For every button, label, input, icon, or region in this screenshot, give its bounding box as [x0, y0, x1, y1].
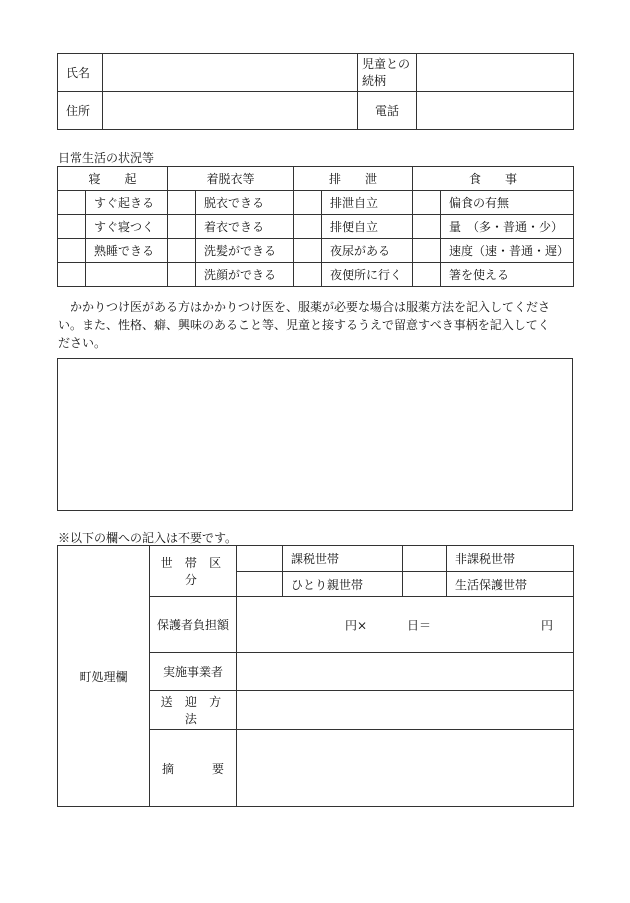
- item-meal: 偏食の有無: [441, 191, 574, 215]
- phone-label: 電話: [358, 92, 417, 130]
- checkbox-cell[interactable]: [168, 215, 196, 239]
- checkbox-cell[interactable]: [403, 572, 447, 597]
- checkbox-cell[interactable]: [294, 215, 322, 239]
- item-dress: 脱衣できる: [196, 191, 294, 215]
- header-sleep: 寝 起: [58, 167, 168, 191]
- burden-label: 保護者負担額: [150, 597, 237, 653]
- transport-field[interactable]: [237, 691, 574, 730]
- item-dress: 洗髪ができる: [196, 239, 294, 263]
- transport-label: 送 迎 方 法: [150, 691, 237, 730]
- instruction-note: かかりつけ医がある方はかかりつけ医を、服薬が必要な場合は服薬方法を記入してくださ い。また、性格、癖、興味のあること等、児童と接するうえで留意すべき事柄を記入してく ださい。: [58, 300, 551, 350]
- checkbox-cell[interactable]: [413, 263, 441, 287]
- item-sleep: すぐ起きる: [86, 191, 168, 215]
- burden-field[interactable]: [237, 597, 574, 653]
- option-nontaxed: 非課税世帯: [447, 546, 574, 572]
- header-meal: 食 事: [413, 167, 574, 191]
- item-sleep: [86, 263, 168, 287]
- checkbox-cell[interactable]: [294, 263, 322, 287]
- item-meal: 速度（速・普通・遅）: [441, 239, 574, 263]
- household-label: 世 帯 区 分: [150, 546, 237, 597]
- item-dress: 洗顔ができる: [196, 263, 294, 287]
- item-toilet: 排泄自立: [322, 191, 413, 215]
- address-label: 住所: [58, 92, 103, 130]
- item-sleep: 熟睡できる: [86, 239, 168, 263]
- header-dress: 着脱衣等: [168, 167, 294, 191]
- summary-field[interactable]: [237, 730, 574, 807]
- phone-field[interactable]: [417, 92, 574, 130]
- notes-textarea[interactable]: [57, 358, 573, 511]
- option-welfare: 生活保護世帯: [447, 572, 574, 597]
- address-field[interactable]: [103, 92, 358, 130]
- office-use-table: [57, 545, 574, 807]
- item-toilet: 排便自立: [322, 215, 413, 239]
- identity-table: [57, 53, 574, 130]
- relation-label: 児童との 続柄: [358, 54, 417, 92]
- item-meal: 箸を使える: [441, 263, 574, 287]
- checkbox-cell[interactable]: [58, 239, 86, 263]
- checkbox-cell[interactable]: [168, 191, 196, 215]
- office-caption: ※以下の欄への記入は不要です。: [58, 531, 238, 545]
- office-section-label: 町処理欄: [58, 546, 150, 807]
- checkbox-cell[interactable]: [413, 239, 441, 263]
- provider-label: 実施事業者: [150, 653, 237, 691]
- name-label: 氏名: [58, 54, 103, 92]
- daily-caption: 日常生活の状況等: [58, 151, 155, 165]
- provider-field[interactable]: [237, 653, 574, 691]
- checkbox-cell[interactable]: [168, 239, 196, 263]
- checkbox-cell[interactable]: [58, 191, 86, 215]
- item-toilet: 夜尿がある: [322, 239, 413, 263]
- checkbox-cell[interactable]: [294, 191, 322, 215]
- relation-field[interactable]: [417, 54, 574, 92]
- name-field[interactable]: [103, 54, 358, 92]
- days-equals-text: 日＝: [407, 618, 432, 632]
- yen-total-text: 円: [540, 618, 553, 632]
- daily-life-table: [57, 166, 574, 287]
- item-sleep: すぐ寝つく: [86, 215, 168, 239]
- summary-label: 摘 要: [150, 730, 237, 807]
- checkbox-cell[interactable]: [413, 191, 441, 215]
- item-meal: 量 （多・普通・少）: [441, 215, 574, 239]
- item-dress: 着衣できる: [196, 215, 294, 239]
- checkbox-cell[interactable]: [58, 215, 86, 239]
- option-taxed: 課税世帯: [283, 546, 403, 572]
- checkbox-cell[interactable]: [168, 263, 196, 287]
- checkbox-cell[interactable]: [237, 572, 283, 597]
- checkbox-cell[interactable]: [294, 239, 322, 263]
- checkbox-cell[interactable]: [58, 263, 86, 287]
- item-toilet: 夜便所に行く: [322, 263, 413, 287]
- yen-times-text: 円×: [345, 618, 368, 632]
- checkbox-cell[interactable]: [413, 215, 441, 239]
- checkbox-cell[interactable]: [403, 546, 447, 572]
- option-single-parent: ひとり親世帯: [283, 572, 403, 597]
- header-toilet: 排 泄: [294, 167, 413, 191]
- checkbox-cell[interactable]: [237, 546, 283, 572]
